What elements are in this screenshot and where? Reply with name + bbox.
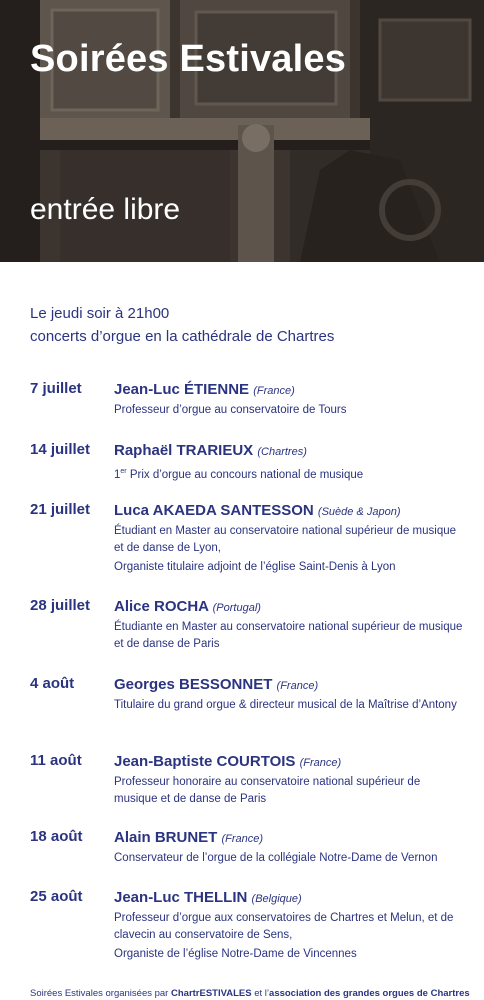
performer-description <box>114 619 464 653</box>
footer-middle: et l’ <box>251 988 270 999</box>
performer-country: (France) <box>221 833 264 845</box>
description-line: Professeur d’orgue aux conservatoires de Chartres et Melun, et de clavecin au conservatoire de Sens, <box>114 912 454 941</box>
performer-name <box>114 675 464 696</box>
performer-description <box>114 463 464 484</box>
concert-info <box>114 380 464 419</box>
concert-date: 7 juillet <box>30 380 82 397</box>
concert-date: 11 août <box>30 752 82 769</box>
concert-info <box>114 441 464 484</box>
performer-description <box>114 910 464 963</box>
performer-name-text: Alice ROCHA <box>114 598 209 615</box>
performer-name <box>114 597 464 618</box>
concert-info <box>114 752 464 808</box>
description-line <box>114 463 464 484</box>
description-line: Organiste titulaire adjoint de l’église Saint-Denis à Lyon <box>114 561 396 573</box>
concert-info <box>114 828 464 867</box>
intro <box>30 302 334 348</box>
description-line: Professeur d’orgue au conservatoire de Tours <box>114 404 347 416</box>
footer-credits <box>30 988 470 999</box>
intro-line-1: Le jeudi soir à 21h00 <box>30 305 170 322</box>
description-text: Prix d’orgue au concours national de musique <box>126 468 364 481</box>
description-line: Organiste de l’église Notre-Dame de Vincennes <box>114 948 357 960</box>
intro-line-2: concerts d’orgue en la cathédrale de Chartres <box>30 328 335 345</box>
performer-country: (Suède & Japon) <box>317 506 401 518</box>
ordinal-number: 1 <box>114 468 121 481</box>
concert-date: 4 août <box>30 675 75 692</box>
concert-info <box>114 675 464 714</box>
concert-info <box>114 597 464 653</box>
footer-org-2: association des grandes orgues de Chartres <box>269 988 470 999</box>
performer-name-text: Jean-Luc ÉTIENNE <box>114 381 250 398</box>
performer-name-text: Raphaël TRARIEUX <box>114 442 254 459</box>
performer-name <box>114 828 464 849</box>
description-line: Étudiante en Master au conservatoire national supérieur de musique et de danse de Paris <box>114 621 463 650</box>
performer-description <box>114 697 464 714</box>
footer-org-1: ChartrESTIVALES <box>171 988 252 999</box>
performer-description <box>114 402 464 419</box>
description-line: Professeur honoraire au conservatoire national supérieur de musique et de danse de Paris <box>114 776 421 805</box>
performer-description <box>114 850 464 867</box>
concert-info <box>114 501 464 576</box>
performer-name <box>114 752 464 773</box>
footer-prefix: Soirées Estivales organisées par <box>30 988 171 999</box>
performer-description <box>114 523 464 576</box>
performer-name <box>114 888 464 909</box>
concert-date: 14 juillet <box>30 441 91 458</box>
performer-country: (Chartres) <box>257 446 307 458</box>
performer-name-text: Jean-Baptiste COURTOIS <box>114 753 296 770</box>
performer-description <box>114 774 464 808</box>
performer-country: (France) <box>299 757 342 769</box>
concert-date: 21 juillet <box>30 501 91 518</box>
performer-country: (Belgique) <box>251 893 302 905</box>
page-title: Soirées Estivales <box>30 38 347 80</box>
performer-name-text: Luca AKAEDA SANTESSON <box>114 502 314 519</box>
performer-name <box>114 441 464 462</box>
concert-date: 25 août <box>30 888 83 905</box>
subtitle-free-entry: entrée libre <box>30 193 181 226</box>
performer-country: (Portugal) <box>212 602 261 614</box>
performer-name-text: Jean-Luc THELLIN <box>114 889 248 906</box>
description-line: Étudiant en Master au conservatoire national supérieur de musique et de danse de Lyon, <box>114 525 457 554</box>
concert-date: 18 août <box>30 828 83 845</box>
hero-banner <box>0 0 484 262</box>
performer-name-text: Alain BRUNET <box>114 829 218 846</box>
concert-info <box>114 888 464 963</box>
ordinal-suffix: er <box>120 468 127 475</box>
performer-name-text: Georges BESSONNET <box>114 676 273 693</box>
performer-name <box>114 380 464 401</box>
description-line: Conservateur de l’orgue de la collégiale Notre-Dame de Vernon <box>114 852 438 864</box>
performer-country: (France) <box>276 680 319 692</box>
description-line: Titulaire du grand orgue & directeur musical de la Maîtrise d’Antony <box>114 699 457 711</box>
performer-country: (France) <box>253 385 295 397</box>
performer-name <box>114 501 464 522</box>
concert-date: 28 juillet <box>30 597 91 614</box>
